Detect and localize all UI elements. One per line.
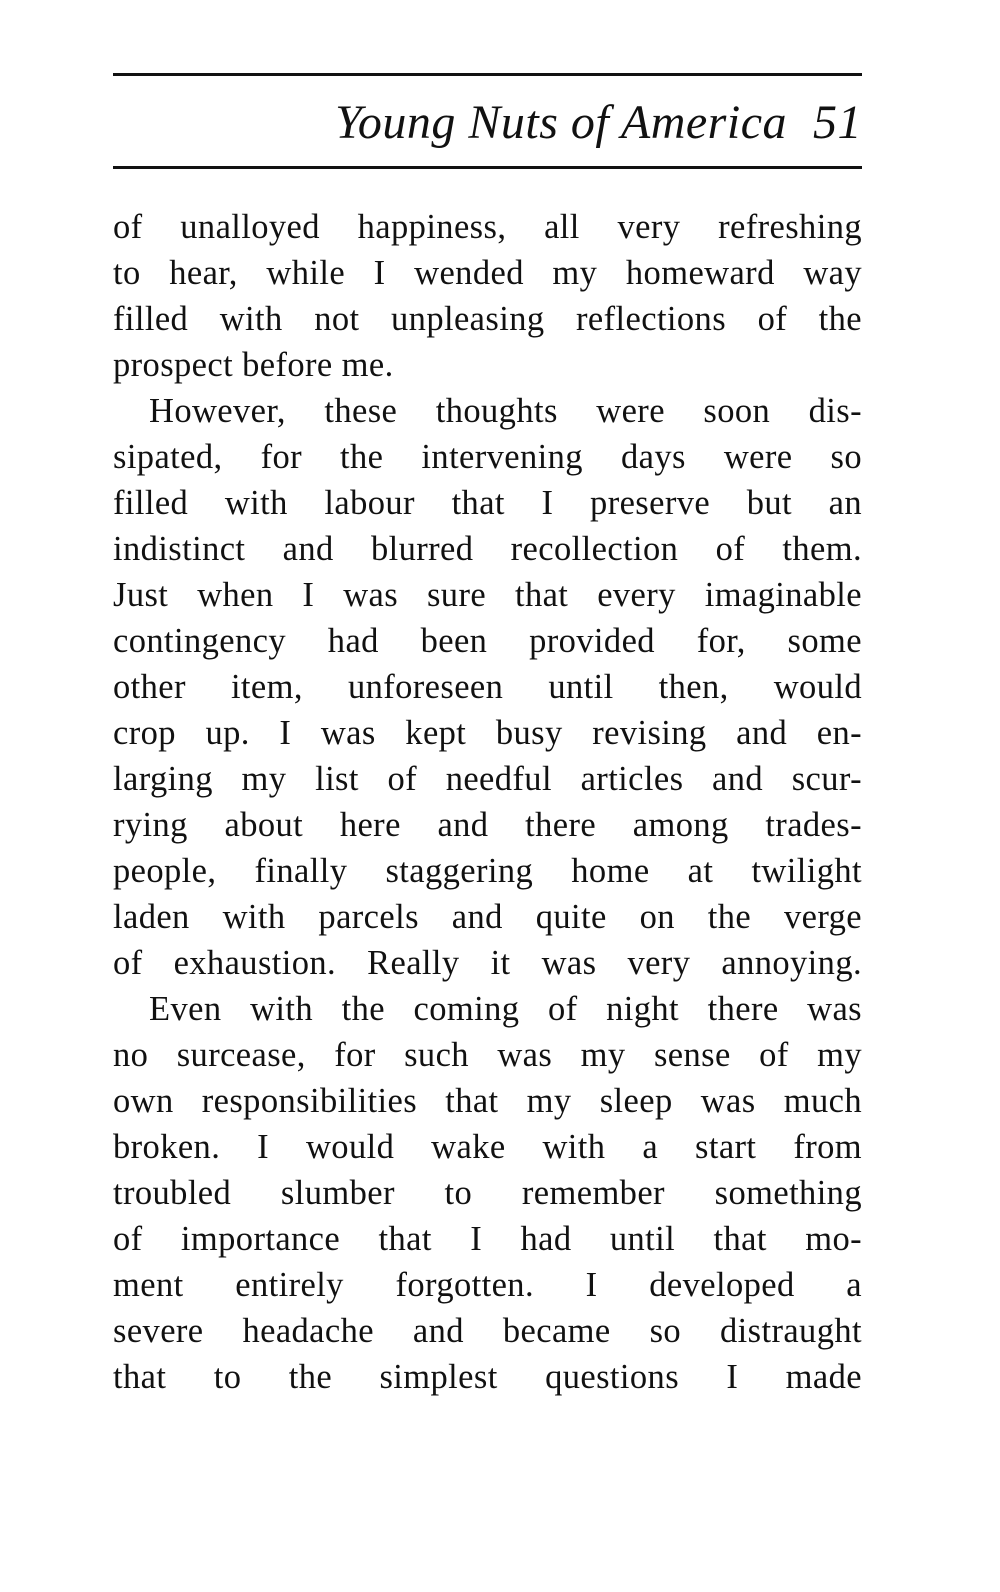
text-line: no surcease, for such was my sense of my <box>113 1036 862 1074</box>
text-line: of unalloyed happiness, all very refreshing <box>113 208 862 246</box>
text-line: filled with not unpleasing reflections of the <box>113 300 862 338</box>
text-line: larging my list of needful articles and scur- <box>113 760 862 798</box>
text-line: Even with the coming of night there was <box>149 990 862 1028</box>
text-line: people, finally staggering home at twilight <box>113 852 862 890</box>
running-head <box>113 90 862 156</box>
text-line: own responsibilities that my sleep was much <box>113 1082 862 1120</box>
header-bottom-rule <box>113 166 862 169</box>
text-line: rying about here and there among trades- <box>113 806 862 844</box>
text-line: prospect before me. <box>113 346 394 384</box>
text-line: filled with labour that I preserve but an <box>113 484 862 522</box>
text-line: Just when I was sure that every imaginable <box>113 576 862 614</box>
header-top-rule <box>113 73 862 76</box>
text-line: indistinct and blurred recollection of them. <box>113 530 862 568</box>
page-title: Young Nuts of America <box>335 96 787 149</box>
text-line: broken. I would wake with a start from <box>113 1128 862 1166</box>
text-line: ment entirely forgotten. I developed a <box>113 1266 862 1304</box>
text-line: troubled slumber to remember something <box>113 1174 862 1212</box>
text-line: crop up. I was kept busy revising and en- <box>113 714 862 752</box>
text-line: of importance that I had until that mo- <box>113 1220 862 1258</box>
text-line: that to the simplest questions I made <box>113 1358 862 1396</box>
body-text <box>113 204 862 1400</box>
text-line: sipated, for the intervening days were so <box>113 438 862 476</box>
text-line: of exhaustion. Really it was very annoying. <box>113 944 862 982</box>
text-line: severe headache and became so distraught <box>113 1312 862 1350</box>
text-line: other item, unforeseen until then, would <box>113 668 862 706</box>
page-number: 51 <box>813 96 862 149</box>
text-line: However, these thoughts were soon dis- <box>149 392 862 430</box>
text-line: contingency had been provided for, some <box>113 622 862 660</box>
text-line: laden with parcels and quite on the verge <box>113 898 862 936</box>
text-line: to hear, while I wended my homeward way <box>113 254 862 292</box>
